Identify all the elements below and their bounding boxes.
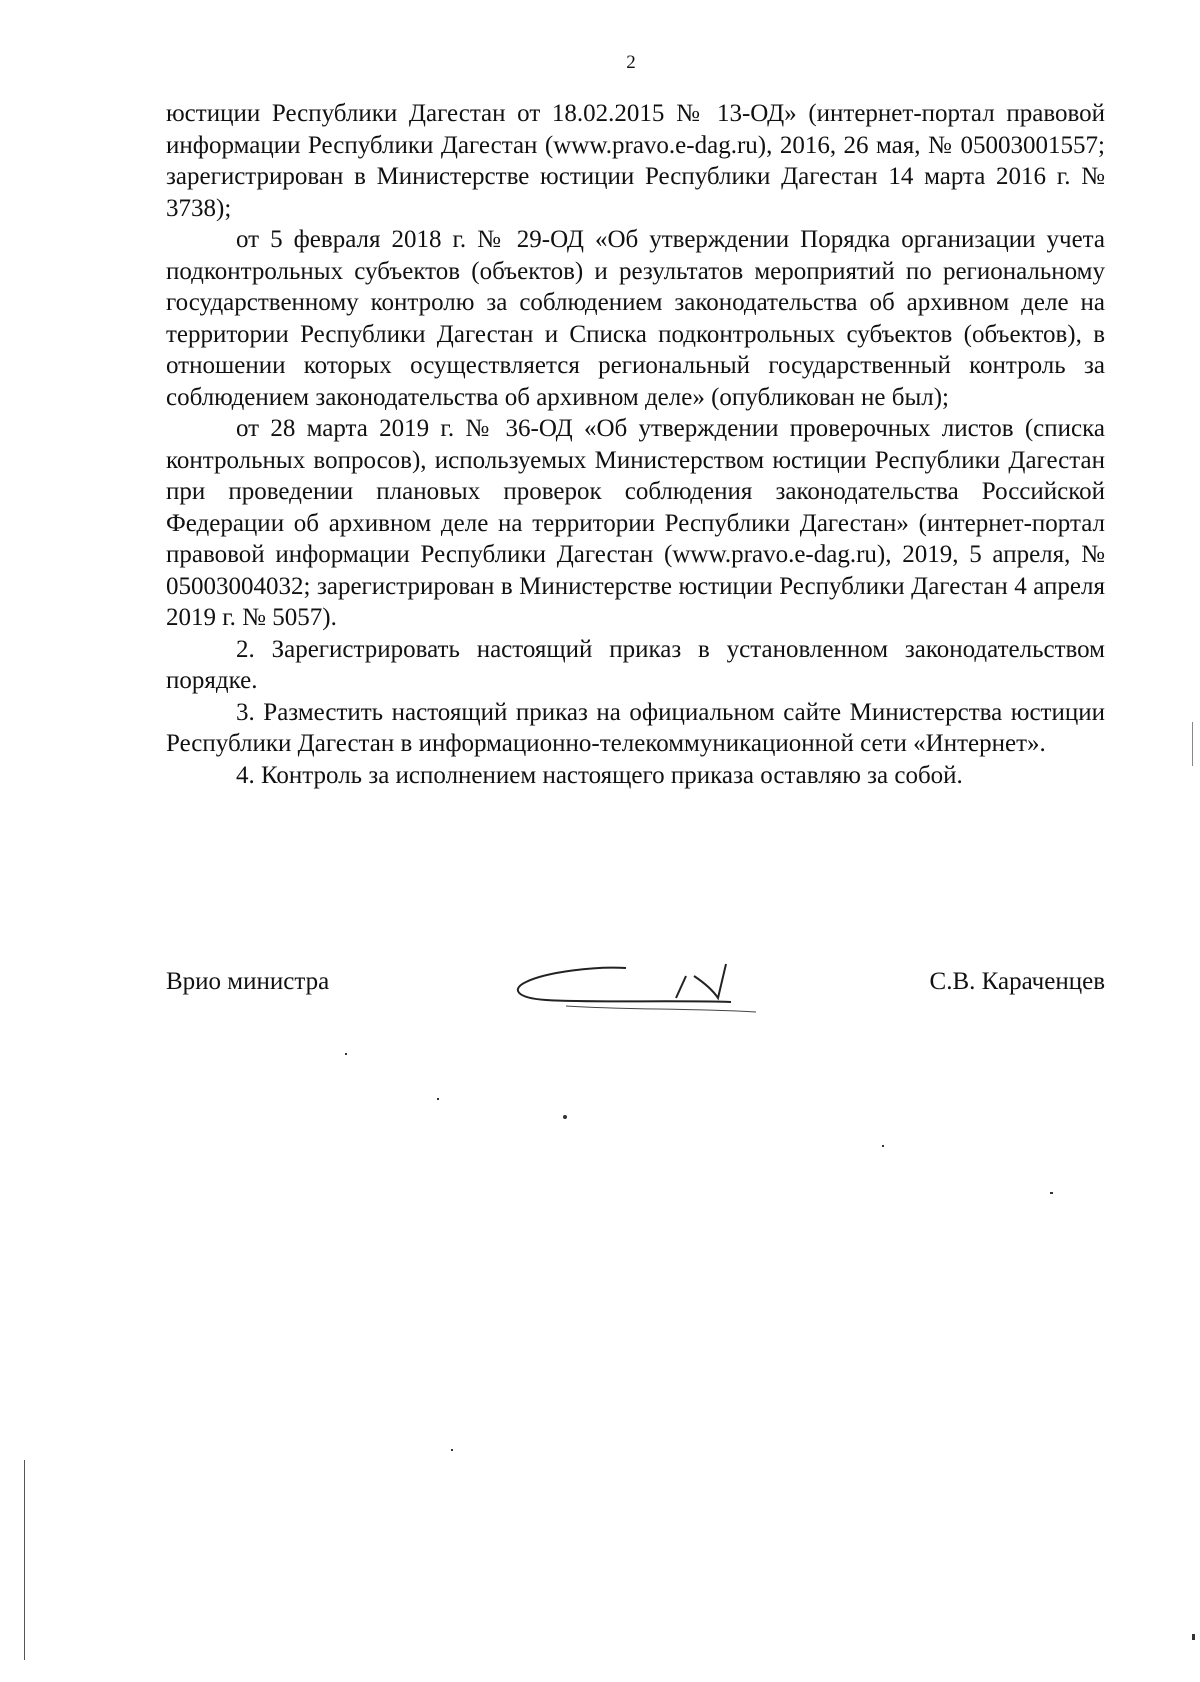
paragraph-order-29-od: от 5 февраля 2018 г. № 29-ОД «Об утверждении Порядка организации учета подконтрольных субъектов (объектов) и результатов мероприятий по региональному государственному контролю за соблюдением законодательства об архивном деле на территории Республики Дагестан и Списка подконтрольных субъектов (объектов), в отношении которых осуществляется региональный государственный контроль за соблюдением законодательства об архивном деле» (опубликован не был); xyxy=(166,226,1105,411)
signatory-name: С.В. Караченцев xyxy=(929,968,1105,995)
handwritten-signature xyxy=(506,958,766,1028)
document-body xyxy=(166,98,1105,791)
item-2-register: 2. Зарегистрировать настоящий приказ в установленном законодательством порядке. xyxy=(166,635,1105,694)
scan-speck xyxy=(882,1145,884,1147)
scan-speck xyxy=(437,1098,439,1100)
scan-speck xyxy=(1192,1634,1195,1640)
signatory-position: Врио министра xyxy=(166,968,330,995)
item-3-publish: 3. Разместить настоящий приказ на официальном сайте Министерства юстиции Республики Дагестан в информационно-телекоммуникационной сети «Интернет». xyxy=(166,698,1105,757)
scan-speck xyxy=(1050,1192,1053,1194)
scan-speck xyxy=(563,1115,567,1119)
item-4-control: 4. Контроль за исполнением настоящего приказа оставляю за собой. xyxy=(236,761,963,789)
page-number: 2 xyxy=(626,52,636,73)
signature-block xyxy=(166,958,1105,1028)
scan-speck xyxy=(345,1053,347,1055)
scan-speck xyxy=(451,1449,453,1451)
scan-edge-line xyxy=(1192,722,1193,766)
paragraph-continuation: юстиции Республики Дагестан от 18.02.2015 № 13-ОД» (интернет-портал правовой информации Республики Дагестан (www.pravo.e-dag.ru), 2016, 26 мая, № 05003001557; зарегистрирован в Министерстве юстиции Республики Дагестан 14 марта 2016 г. № 3738); xyxy=(166,100,1105,222)
paragraph-order-36-od: от 28 марта 2019 г. № 36-ОД «Об утверждении проверочных листов (списка контрольных вопросов), используемых Министерством юстиции Республики Дагестан при проведении плановых проверок соблюдения законодательства Российской Федерации об архивном деле на территории Республики Дагестан» (интернет-портал правовой информации Республики Дагестан (www.pravo.e-dag.ru), 2019, 5 апреля, № 05003004032; зарегистрирован в Министерстве юстиции Республики Дагестан 4 апреля 2019 г. № 5057). xyxy=(166,415,1105,631)
scan-edge-line xyxy=(24,1460,25,1660)
